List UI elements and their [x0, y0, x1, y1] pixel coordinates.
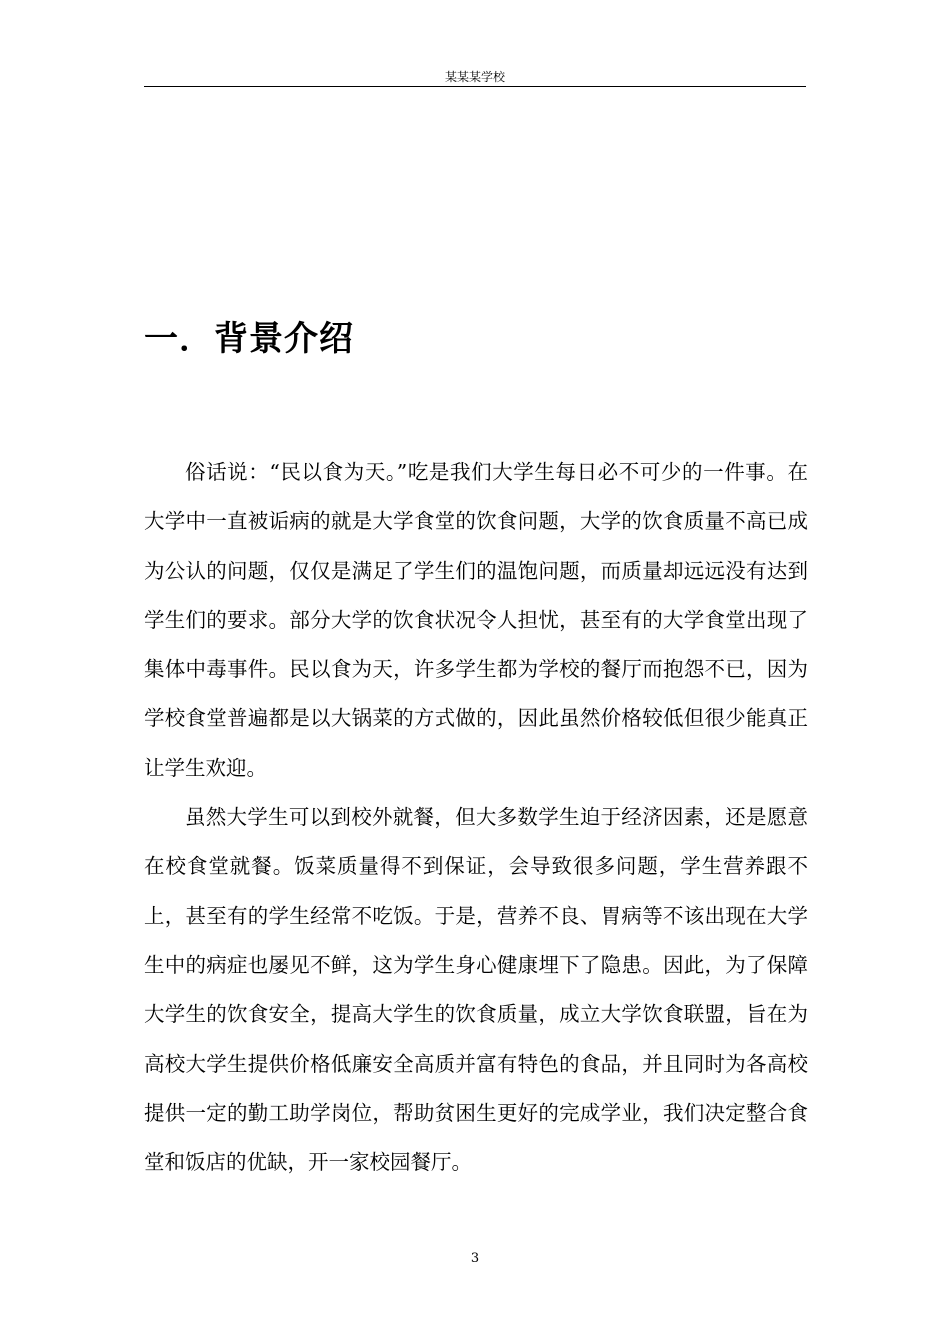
paragraph-2: 虽然大学生可以到校外就餐，但大多数学生迫于经济因素，还是愿意在校食堂就餐。饭菜质量得不到保证，会导致很多问题，学生营养跟不上，甚至有的学生经常不吃饭。于是，营养不良、胃病等不该出现在大学生中的病症也屡见不鲜，这为学生身心健康埋下了隐患。因此，为了保障大学生的饮食安全，提高大学生的饮食质量，成立大学饮食联盟，旨在为高校大学生提供价格低廉安全高质并富有特色的食品，并且同时为各高校提供一定的勤工助学岗位，帮助贫困生更好的完成学业，我们决定整合食堂和饭店的优缺，开一家校园餐厅。: [144, 805, 808, 1175]
body-text: [144, 448, 808, 1187]
page-header: [144, 66, 806, 87]
page-number: 3: [470, 1251, 480, 1266]
paragraph-1: 俗话说：“民以食为天。”吃是我们大学生每日必不可少的一件事。在大学中一直被诟病的就是大学食堂的饮食问题，大学的饮食质量不高已成为公认的问题，仅仅是满足了学生们的温饱问题，而质量却远远没有达到学生们的要求。部分大学的饮食状况令人担忧，甚至有的大学食堂出现了集体中毒事件。民以食为天，许多学生都为学校的餐厅而抱怨不已，因为学校食堂普遍都是以大锅菜的方式做的，因此虽然价格较低但很少能真正让学生欢迎。: [144, 460, 808, 780]
section-title: 一．背景介绍: [144, 319, 354, 359]
header-school-name: 某某某学校: [444, 70, 505, 84]
